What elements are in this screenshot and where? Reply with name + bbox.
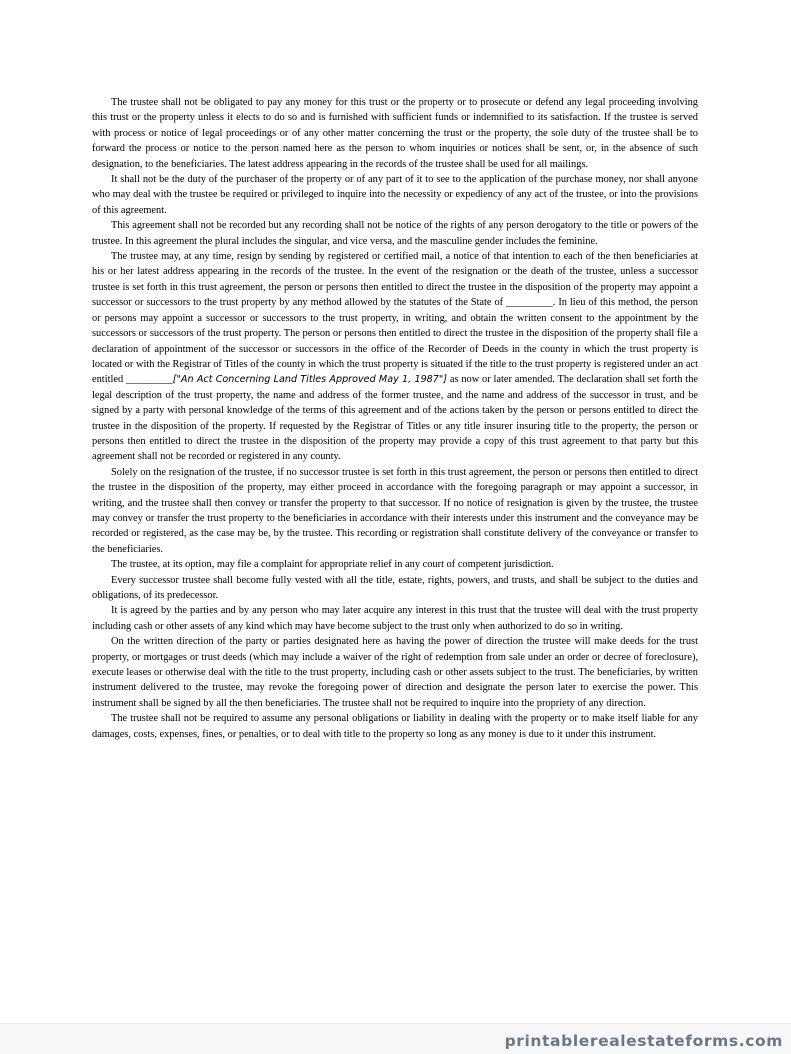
paragraph-personal-obligations: The trustee shall not be required to assume any personal obligations or liability in dealing with the property or to make itself liable for any damages, costs, expenses, fines, or penalties, or to deal with title to the property so long as any money is due to it under this instrument. xyxy=(92,713,698,740)
resignation-text-before: The trustee may, at any time, resign by sending by registered or certified mail, a notice of that intention to each of the then beneficiaries at his or her latest address appearing in the records of the trustee. In the event of the resignation or the death of the trustee, unless a successor trustee is set forth in this trust agreement, the person or persons then entitled to direct the trustee in the disposition of the property may appoint a successor or successors to the trust property by any method allowed by the statutes of the State of _________. In lieu of this method, the person or persons may appoint a successor or successors to the trust property, in writing, and obtain the written consent to the appointment by the successors or successors of the trust property. The person or persons then entitled to direct the trustee in the disposition of the property shall file a declaration of appointment of the successor or successors in the office of the Recorder of Deeds in the county in which the trust property is located or with the Registrar of Titles of the county in which the trust property is situated if the title to the trust property is registered under an act entitled _________ xyxy=(92,251,698,386)
paragraph-complaint: The trustee, at its option, may file a complaint for appropriate relief in any court of competent jurisdiction. xyxy=(111,559,554,571)
resignation-text-after: as now or later amended. The declaration shall set forth the legal description of the trust property, the name and address of the former trustee, and the name and address of the successor in trust, and be signed by a party with personal knowledge of the terms of this agreement and of the actions taken by the person or persons entitled to direct the trustee in the disposition of the property. If requested by the Registrar of Titles or any title insurer insuring title to the property, the person or persons then entitled to direct the trustee in the disposition of the property may provide a copy of this trust agreement to that party but this agreement shall not be recorded or registered in any county. xyxy=(92,374,698,463)
footer-bar xyxy=(0,1023,791,1054)
site-watermark: printablerealestateforms.com xyxy=(504,1032,783,1050)
paragraph-trustee-obligations: The trustee shall not be obligated to pay any money for this trust or the property or to prosecute or defend any legal proceeding involving this trust or the property unless it elects to do so and is furnished with sufficient funds or indemnified to its satisfaction. If the trustee is served with process or notice of legal proceedings or of any other matter concerning the trust or the property, the sole duty of the trustee shall be to forward the process or notice to the person named here as the person to whom inquiries or notices shall be sent, or, in the absence of such designation, to the beneficiaries. The latest address appearing in the records of the trustee shall be used for all mailings. xyxy=(92,97,698,170)
act-reference: ["An Act Concerning Land Titles Approved May 1, 1987"] xyxy=(172,374,448,386)
paragraph-purchaser-duty: It shall not be the duty of the purchaser of the property or of any part of it to see to the application of the purchase money, nor shall anyone who may deal with the trustee be required or privileged to inquire into the necessity or expediency of any act of the trustee, or into the provisions of this agreement. xyxy=(92,174,698,216)
paragraph-recording: This agreement shall not be recorded but any recording shall not be notice of the rights of any person derogatory to the title or powers of the trustee. In this agreement the plural includes the singular, and vice versa, and the masculine gender includes the feminine. xyxy=(92,220,698,247)
paragraph-successor-appointment: Solely on the resignation of the trustee, if no successor trustee is set forth in this trust agreement, the person or persons then entitled to direct the trustee in the disposition of the property, may either proceed in accordance with the foregoing paragraph or may appoint a successor, in writing, and the trustee shall then convey or transfer the property to that successor. If no notice of resignation is given by the trustee, the trustee may convey or transfer the trust property to the beneficiaries in accordance with their interests under this instrument and the conveyance may be recorded or registered, as the case may be, by the trustee. This recording or registration shall constitute delivery of the conveyance or transfer to the beneficiaries. xyxy=(92,466,698,555)
document-body xyxy=(92,95,698,742)
paragraph-successor-vesting: Every successor trustee shall become fully vested with all the title, estate, rights, powers, and trusts, and shall be subject to the duties and obligations, of its predecessor. xyxy=(92,574,698,601)
paragraph-power-of-direction: On the written direction of the party or parties designated here as having the power of direction the trustee will make deeds for the trust property, or mortgages or trust deeds (which may include a waiver of the right of redemption from sale under an order or decree of foreclosure), execute leases or otherwise deal with the title to the trust property, including cash or other assets subject to the trust. The beneficiaries, by written instrument delivered to the trustee, may revoke the foregoing power of direction and designate the person later to exercise the power. This instrument shall be signed by all the then beneficiaries. The trustee shall not be required to inquire into the propriety of any direction. xyxy=(92,636,698,709)
paragraph-written-authorization: It is agreed by the parties and by any person who may later acquire any interest in this trust that the trustee will deal with the trust property including cash or other assets of any kind which may have become subject to the trust only when authorized to do so in writing. xyxy=(92,605,698,632)
paragraph-resignation xyxy=(92,249,698,465)
